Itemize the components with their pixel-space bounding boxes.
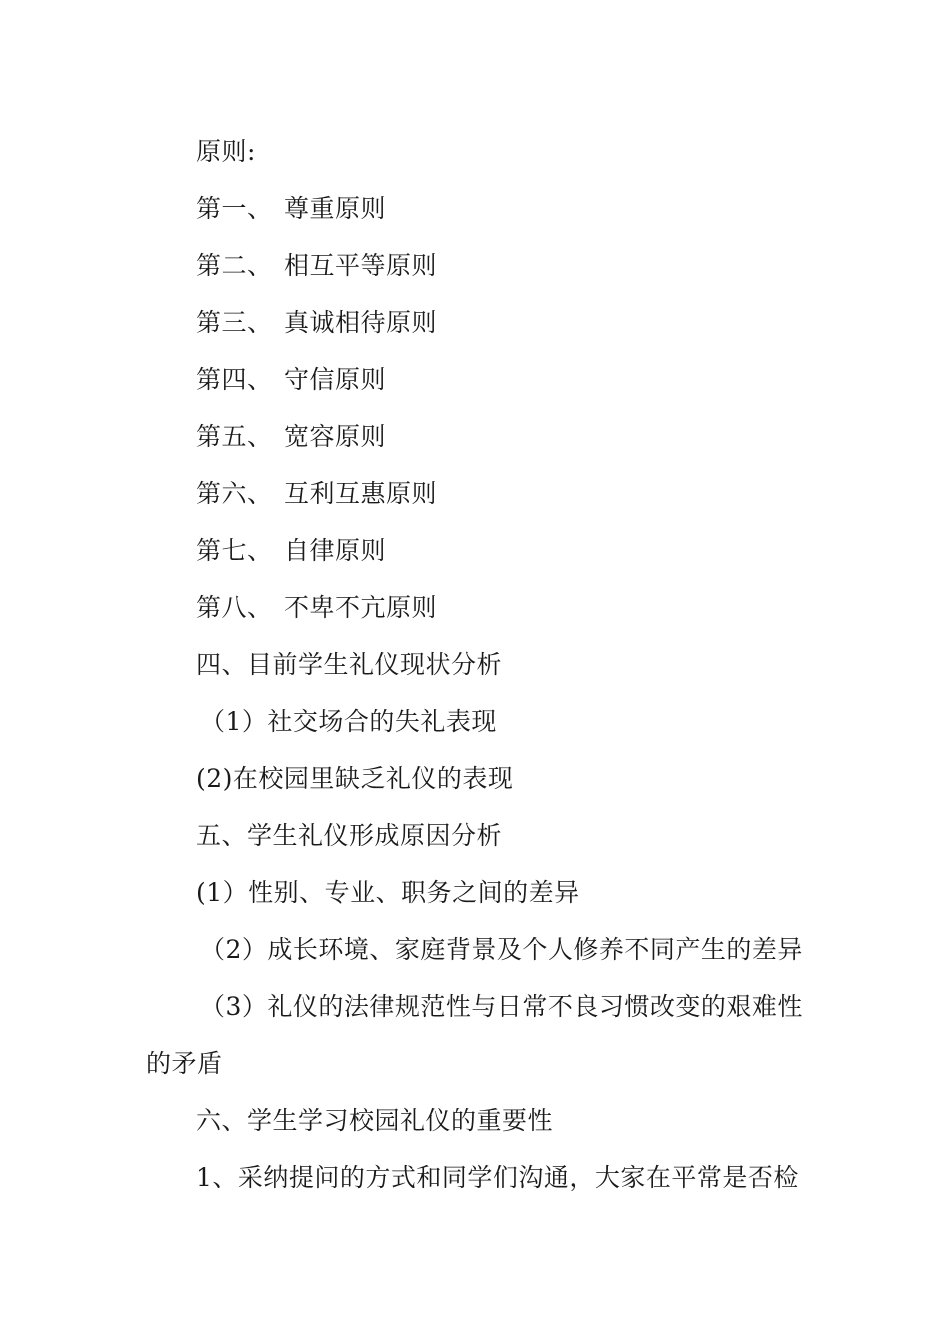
principle-text: 互利互惠原则 [284,479,438,508]
principle-text: 自律原则 [284,536,387,565]
principle-item [196,422,386,452]
section-list-item: (2)在校园里缺乏礼仪的表现 [196,764,514,793]
principle-label: 第三、 [196,308,273,337]
principles-heading: 原则: [196,137,256,166]
section-list-item: （1）社交场合的失礼表现 [200,707,497,736]
principle-label: 第七、 [196,536,273,565]
principle-item [196,479,437,509]
principle-item [196,593,437,623]
section-heading: 四、目前学生礼仪现状分析 [196,650,503,679]
principle-item [196,251,437,281]
principle-text: 真诚相待原则 [284,308,438,337]
principle-label: 第一、 [196,194,273,223]
section-heading: 五、学生礼仪形成原因分析 [196,821,503,850]
section-list-item: （2）成长环境、家庭背景及个人修养不同产生的差异 [200,935,803,964]
principle-label: 第四、 [196,365,273,394]
principle-item [196,308,437,338]
principle-label: 第五、 [196,422,273,451]
section-list-item: （3）礼仪的法律规范性与日常不良习惯改变的艰难性 [200,992,803,1021]
principle-label: 第二、 [196,251,273,280]
principle-item [196,536,386,566]
section-heading: 六、学生学习校园礼仪的重要性 [196,1106,554,1135]
principle-text: 尊重原则 [284,194,387,223]
principle-label: 第八、 [196,593,273,622]
principle-item [196,365,386,395]
paragraph-line: 1、采纳提问的方式和同学们沟通，大家在平常是否检 [196,1163,799,1192]
principle-item [196,194,386,224]
section-list-item: (1）性别、专业、职务之间的差异 [196,878,580,907]
principle-label: 第六、 [196,479,273,508]
section-list-item-continuation: 的矛盾 [146,1049,223,1078]
principle-text: 相互平等原则 [284,251,438,280]
principle-text: 守信原则 [284,365,387,394]
principle-text: 不卑不亢原则 [284,593,438,622]
principle-text: 宽容原则 [284,422,387,451]
